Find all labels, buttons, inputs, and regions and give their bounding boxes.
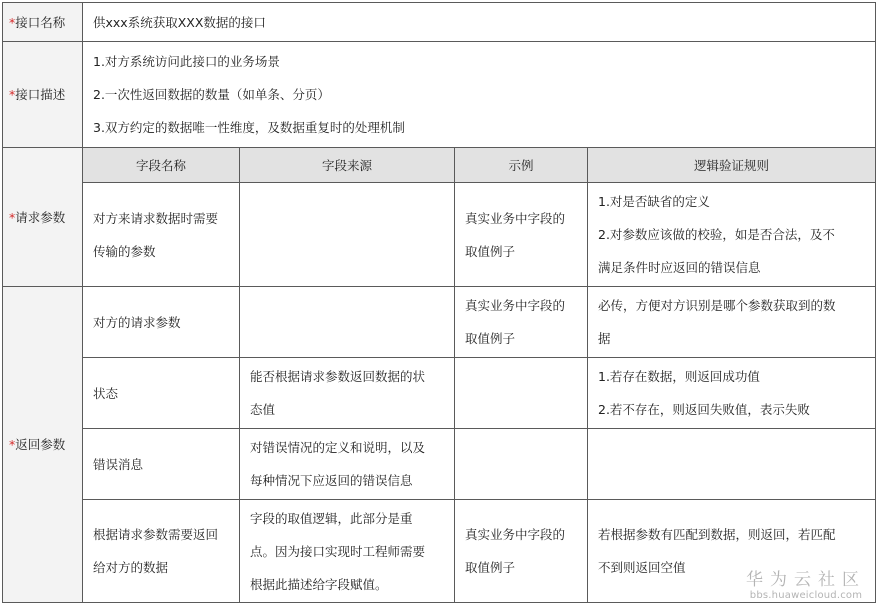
text-line: 2.对参数应该做的校验，如是否合法，及不	[598, 227, 835, 242]
response-rule	[588, 429, 876, 500]
watermark-url: bbs.huaweicloud.com	[749, 590, 863, 601]
header-field-name: 字段名称	[83, 148, 240, 183]
response-label: 返回参数	[15, 437, 66, 452]
text-line: 满足条件时应返回的错误信息	[598, 260, 761, 275]
text-line: 字段的取值逻辑，此部分是重	[250, 510, 413, 526]
text-line: 取值例子	[465, 560, 516, 575]
request-example	[455, 183, 588, 287]
text-line: 若根据参数有匹配到数据，则返回，若匹配	[598, 527, 836, 542]
desc-label-cell	[3, 42, 83, 148]
text-line: 对方的请求参数	[93, 314, 181, 330]
text-line: 真实业务中字段的	[465, 527, 566, 542]
response-source	[240, 429, 455, 500]
response-field	[83, 287, 240, 358]
text-line: 每种情况下应返回的错误信息	[250, 473, 413, 488]
text-line: 根据请求参数需要返回	[93, 527, 219, 542]
response-rule	[588, 358, 876, 429]
text-line: 点。因为接口实现时工程师需要	[250, 543, 426, 559]
text-line: 传输的参数	[93, 243, 156, 259]
name-label: 接口名称	[15, 14, 66, 30]
response-field	[83, 358, 240, 429]
response-example	[455, 500, 588, 603]
request-label-cell	[3, 148, 83, 287]
text-line: 不到则返回空值	[598, 560, 686, 575]
text-line: 取值例子	[465, 243, 516, 259]
response-row	[3, 287, 876, 358]
required-mark: *	[9, 87, 16, 102]
text-line: 状态	[93, 385, 119, 401]
response-row	[3, 500, 876, 603]
header-example: 示例	[455, 148, 588, 183]
desc-value	[83, 42, 876, 148]
response-rule	[588, 500, 876, 603]
name-label-cell	[3, 3, 83, 42]
header-field-source: 字段来源	[240, 148, 455, 183]
response-field	[83, 429, 240, 500]
desc-line: 1.对方系统访问此接口的业务场景	[93, 54, 280, 69]
text-line: 取值例子	[465, 331, 516, 346]
desc-row	[3, 42, 876, 148]
response-field	[83, 500, 240, 603]
response-source	[240, 500, 455, 603]
request-field	[83, 183, 240, 287]
text-line: 必传，方便对方识别是哪个参数获取到的数	[598, 298, 836, 313]
response-source	[240, 287, 455, 358]
interface-spec-table	[2, 2, 876, 603]
text-line: 能否根据请求参数返回数据的状	[250, 369, 426, 384]
desc-line: 3.双方约定的数据唯一性维度，及数据重复时的处理机制	[93, 120, 405, 135]
text-line: 据	[598, 331, 611, 346]
text-line: 给对方的数据	[93, 560, 169, 575]
text-line: 态值	[250, 402, 276, 417]
text-line: 根据此描述给字段赋值。	[250, 576, 388, 592]
response-rule	[588, 287, 876, 358]
response-example	[455, 287, 588, 358]
text-line: 对方来请求数据时需要	[93, 210, 219, 226]
response-source	[240, 358, 455, 429]
response-example	[455, 429, 588, 500]
required-mark: *	[9, 437, 16, 452]
header-validation-rule: 逻辑验证规则	[588, 148, 876, 183]
text-line: 错误消息	[93, 456, 144, 472]
watermark-brand: 华为云社区	[746, 570, 866, 590]
required-mark: *	[9, 14, 16, 30]
response-row	[3, 429, 876, 500]
desc-line: 2.一次性返回数据的数量（如单条、分页）	[93, 87, 330, 102]
text-line: 2.若不存在，则返回失败值，表示失败	[598, 402, 810, 417]
text-line: 1.对是否缺省的定义	[598, 194, 710, 209]
name-row	[3, 3, 876, 42]
header-row	[3, 148, 876, 183]
request-row	[3, 183, 876, 287]
text-line: 对错误情况的定义和说明，以及	[250, 440, 426, 455]
response-row	[3, 358, 876, 429]
request-label: 请求参数	[15, 209, 66, 225]
name-value: 供xxx系统获取XXX数据的接口	[83, 3, 876, 42]
text-line: 1.若存在数据，则返回成功值	[598, 369, 760, 384]
text-line: 真实业务中字段的	[465, 210, 566, 226]
response-example	[455, 358, 588, 429]
request-rule	[588, 183, 876, 287]
response-label-cell	[3, 287, 83, 603]
required-mark: *	[9, 209, 16, 225]
request-source	[240, 183, 455, 287]
text-line: 真实业务中字段的	[465, 298, 566, 313]
desc-label: 接口描述	[15, 87, 66, 102]
